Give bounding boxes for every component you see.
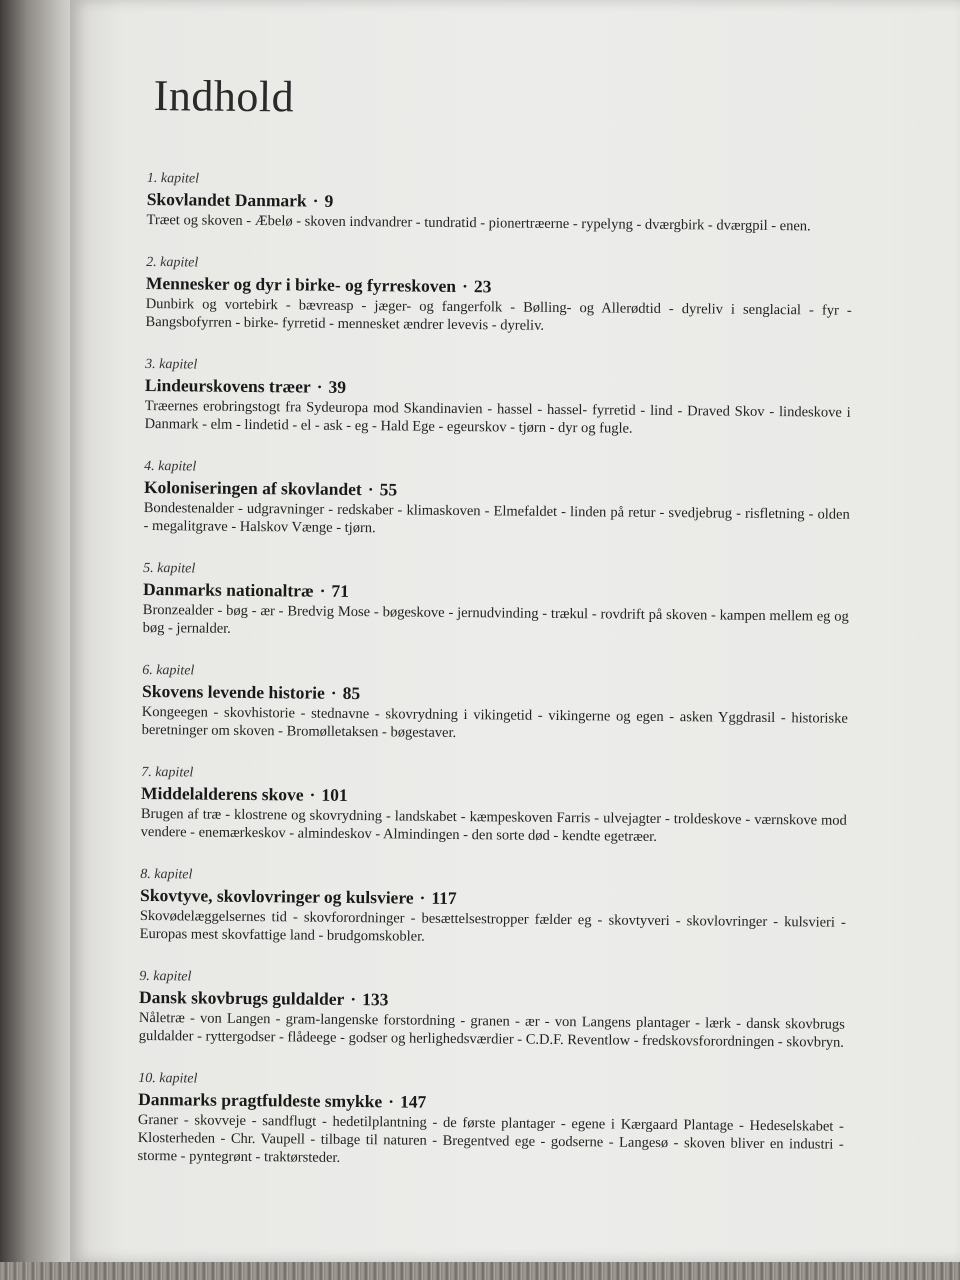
chapter-entry	[144, 459, 865, 542]
chapter-title: Danmarks nationaltræ	[142, 578, 314, 601]
chapter-description: Træernes erobringstogt fra Sydeuropa mod Skandinavien - hassel - hassel- fyrretid - lind - Draved Skov - lindeskove i Danmark - elm - lindetid - el - ask - eg - Hald Ege - egeurskov - tjørn - dyr og fugle.	[144, 397, 851, 437]
separator-dot: ·	[461, 276, 469, 297]
chapter-description: Skovødelæggelsernes tid - skovforordninger - besættelsestropper fælder eg - skovtyveri - skovlovringer - kulsvieri - Europas mest skovfattige land - brudgomskobler.	[139, 907, 846, 945]
chapter-label: 6. kapitel	[142, 662, 195, 679]
chapter-label: 4. kapitel	[144, 458, 197, 475]
chapter-title: Danmarks pragtfuldeste smykke	[138, 1088, 383, 1112]
chapter-label: 5. kapitel	[143, 560, 196, 577]
chapter-page-number: 147	[399, 1091, 427, 1112]
chapter-title: Koloniseringen af skovlandet	[143, 476, 362, 500]
chapter-page-number: 101	[321, 784, 348, 805]
chapter-description: Graner - skovveje - sandflugt - hedetilplantning - de første plantager - egene i Kærgaard Plantage - Hedeselskabet - Klosterheden - Chr. Vaupell - tilbage til naturen - Bregentved ege - godserne - Langesø - skoven bliver en industri - storme - pyntegrønt - traktørsteder.	[137, 1111, 844, 1166]
chapter-entry	[142, 663, 863, 746]
separator-dot: ·	[388, 1091, 395, 1112]
separator-dot: ·	[419, 887, 426, 908]
chapter-title: Dansk skovbrugs guldalder	[139, 986, 345, 1009]
chapter-entry	[146, 171, 867, 236]
chapter-title: Mennesker og dyr i birke- og fyrreskoven	[145, 272, 457, 296]
separator-dot: ·	[350, 988, 357, 1010]
table-surface	[0, 1262, 960, 1280]
chapter-description: Kongeegen - skovhistorie - stednavne - skovrydning i vikingetid - vikingerne og egen - asken Yggdrasil - historiske beretninger om skoven - Bromølletaksen - bøgestaver.	[141, 703, 848, 741]
chapter-page-number: 71	[331, 580, 350, 601]
chapter-label: 7. kapitel	[141, 764, 194, 781]
separator-dot: ·	[312, 190, 319, 211]
page-title: Indhold	[153, 71, 295, 122]
chapter-entry	[140, 867, 861, 950]
separator-dot: ·	[367, 479, 374, 500]
chapter-list	[137, 171, 867, 1172]
chapter-label: 9. kapitel	[139, 968, 192, 985]
chapter-entry	[145, 255, 866, 338]
separator-dot: ·	[309, 784, 316, 805]
chapter-label: 2. kapitel	[146, 254, 199, 271]
chapter-description: Bondestenalder - udgravninger - redskaber - klimaskoven - Elmefaldet - linden på retur - svedjebrug - risfletning - olden - megalitgrave - Halskov Vænge - tjørn.	[143, 499, 850, 537]
chapter-description: Dunbirk og vortebirk - bævreasp - jæger- og fangerfolk - Bølling- og Allerødtid - dyreliv i senglacial - fyr - Bangsbofyrren - birke- fyrretid - mennesket ændrer levevis - dyreliv.	[145, 295, 852, 334]
separator-dot: ·	[319, 580, 326, 601]
book-spine-shadow	[0, 0, 78, 1280]
chapter-page-number: 85	[342, 682, 361, 704]
chapter-label: 1. kapitel	[146, 170, 200, 187]
chapter-description: Nåletræ - von Langen - gram-langenske forstordning - granen - ær - von Langens plantager - lærk - dansk skovbrugs guldalder - ryttergodser - flådeege - godser og herlighedsværdier - C.D.F. Reventlow - fredskovsforordningen - skovbryn.	[138, 1009, 845, 1051]
chapter-label: 3. kapitel	[145, 356, 198, 373]
separator-dot: ·	[330, 682, 337, 703]
chapter-page-number: 55	[379, 479, 398, 500]
chapter-entry	[145, 357, 866, 440]
chapter-label: 10. kapitel	[138, 1070, 198, 1087]
chapter-page-number: 9	[324, 190, 334, 211]
chapter-title: Lindeurskovens træer	[144, 374, 311, 397]
chapter-description: Brugen af træ - klostrene og skovrydning - landskabet - kæmpeskoven Farris - ulvejagter - troldeskove - værnskove mod vendere - enemærkeskov - almindeskov - Almindingen - den sorte død - kendte egetræer.	[140, 805, 847, 845]
chapter-label: 8. kapitel	[140, 866, 193, 883]
chapter-page-number: 39	[328, 376, 347, 397]
chapter-entry	[137, 1071, 858, 1172]
chapter-page-number: 23	[473, 276, 492, 297]
chapter-title: Middelalderens skove	[140, 782, 304, 805]
chapter-page-number: 133	[362, 989, 389, 1010]
chapter-title: Skovens levende historie	[141, 680, 325, 703]
chapter-entry	[143, 561, 864, 644]
chapter-title: Skovlandet Danmark	[146, 188, 307, 211]
chapter-description: Træet og skoven - Æbelø - skoven indvandrer - tundratid - pionertræerne - rypelyng - dværgbirk - dværgpil - enen.	[146, 211, 811, 235]
chapter-page-number: 117	[431, 887, 457, 909]
chapter-entry	[141, 765, 862, 848]
chapter-description: Bronzealder - bøg - ær - Bredvig Mose - bøgeskove - jernudvinding - trækul - rovdrift på skoven - kampen mellem eg og bøg - jernalder.	[142, 601, 849, 637]
separator-dot: ·	[316, 376, 323, 397]
chapter-title: Skovtyve, skovlovringer og kulsviere	[139, 884, 414, 908]
table-of-contents	[137, 70, 868, 1198]
chapter-entry	[139, 969, 860, 1052]
